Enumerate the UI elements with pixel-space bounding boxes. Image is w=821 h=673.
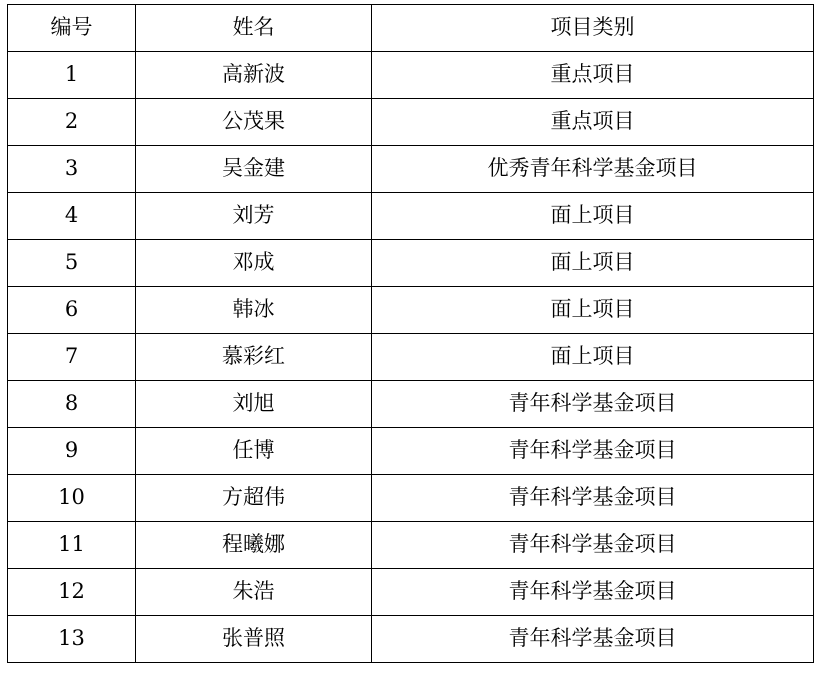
cell-category: 面上项目	[372, 287, 814, 334]
cell-name: 刘芳	[136, 193, 372, 240]
cell-id: 10	[8, 475, 136, 522]
project-list-table	[7, 4, 814, 663]
cell-id: 13	[8, 616, 136, 663]
cell-name: 程曦娜	[136, 522, 372, 569]
cell-id: 11	[8, 522, 136, 569]
table-row	[8, 287, 814, 334]
cell-category: 优秀青年科学基金项目	[372, 146, 814, 193]
cell-name: 刘旭	[136, 381, 372, 428]
table-row	[8, 240, 814, 287]
cell-name: 慕彩红	[136, 334, 372, 381]
cell-name: 公茂果	[136, 99, 372, 146]
cell-category: 青年科学基金项目	[372, 522, 814, 569]
cell-category: 面上项目	[372, 240, 814, 287]
table-row	[8, 569, 814, 616]
cell-category: 面上项目	[372, 193, 814, 240]
cell-category: 青年科学基金项目	[372, 616, 814, 663]
cell-name: 任博	[136, 428, 372, 475]
cell-name: 张普照	[136, 616, 372, 663]
table-row	[8, 193, 814, 240]
cell-id: 2	[8, 99, 136, 146]
table-row	[8, 616, 814, 663]
cell-name: 朱浩	[136, 569, 372, 616]
cell-category: 面上项目	[372, 334, 814, 381]
table-body	[8, 52, 814, 663]
cell-id: 7	[8, 334, 136, 381]
table-row	[8, 99, 814, 146]
table-row	[8, 428, 814, 475]
cell-id: 1	[8, 52, 136, 99]
column-header-category: 项目类别	[372, 5, 814, 52]
cell-category: 青年科学基金项目	[372, 381, 814, 428]
table-row	[8, 52, 814, 99]
cell-id: 3	[8, 146, 136, 193]
cell-id: 6	[8, 287, 136, 334]
column-header-id: 编号	[8, 5, 136, 52]
cell-id: 4	[8, 193, 136, 240]
cell-category: 青年科学基金项目	[372, 428, 814, 475]
table-row	[8, 146, 814, 193]
cell-id: 9	[8, 428, 136, 475]
cell-category: 重点项目	[372, 99, 814, 146]
cell-id: 5	[8, 240, 136, 287]
cell-id: 8	[8, 381, 136, 428]
cell-name: 邓成	[136, 240, 372, 287]
column-header-name: 姓名	[136, 5, 372, 52]
table-row	[8, 381, 814, 428]
table-row	[8, 475, 814, 522]
cell-category: 青年科学基金项目	[372, 569, 814, 616]
table-header	[8, 5, 814, 52]
cell-name: 韩冰	[136, 287, 372, 334]
cell-name: 方超伟	[136, 475, 372, 522]
cell-name: 高新波	[136, 52, 372, 99]
cell-id: 12	[8, 569, 136, 616]
table-row	[8, 334, 814, 381]
table-row	[8, 522, 814, 569]
table-header-row	[8, 5, 814, 52]
cell-category: 重点项目	[372, 52, 814, 99]
cell-name: 吴金建	[136, 146, 372, 193]
cell-category: 青年科学基金项目	[372, 475, 814, 522]
